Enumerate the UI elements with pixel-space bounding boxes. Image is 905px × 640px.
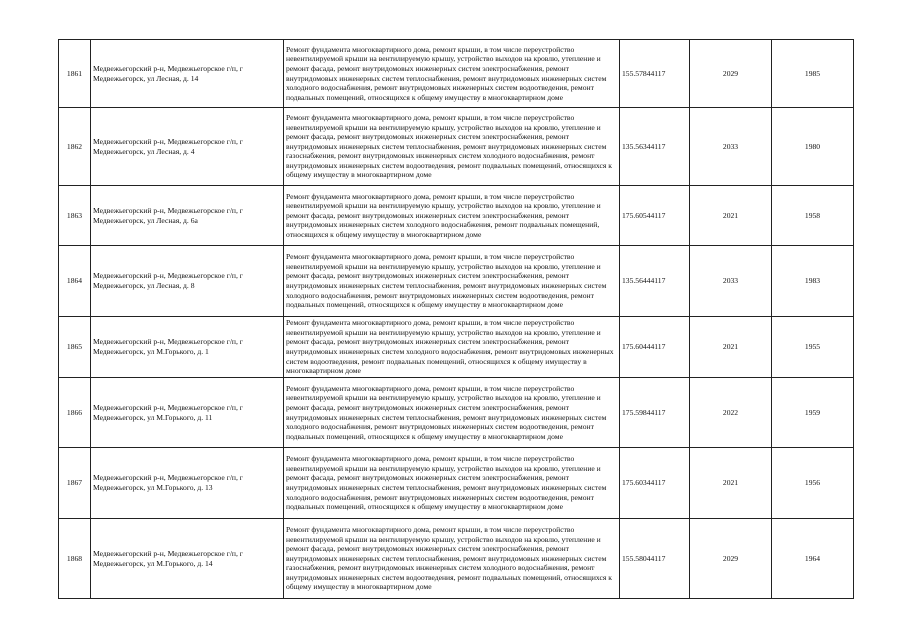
address-cell: Медвежьегорский р-н, Медвежьегорское г/п, г Медвежьегорск, ул М.Горького, д. 1 (91, 317, 284, 378)
plan-year-cell: 2021 (690, 186, 772, 246)
cost-cell: 135.56344117 (620, 108, 690, 186)
built-year-cell: 1956 (772, 448, 854, 519)
cost-cell: 175.59844117 (620, 378, 690, 448)
built-year-cell: 1983 (772, 246, 854, 317)
address-cell: Медвежьегорский р-н, Медвежьегорское г/п, г Медвежьегорск, ул Лесная, д. 8 (91, 246, 284, 317)
row-number: 1868 (59, 519, 91, 599)
address-cell: Медвежьегорский р-н, Медвежьегорское г/п, г Медвежьегорск, ул Лесная, д. 6а (91, 186, 284, 246)
built-year-cell: 1955 (772, 317, 854, 378)
cost-cell: 155.58044117 (620, 519, 690, 599)
built-year-cell: 1985 (772, 40, 854, 108)
row-number: 1867 (59, 448, 91, 519)
table-row (59, 246, 854, 317)
table-row (59, 40, 854, 108)
built-year-cell: 1964 (772, 519, 854, 599)
plan-year-cell: 2029 (690, 40, 772, 108)
plan-year-cell: 2021 (690, 448, 772, 519)
row-number: 1864 (59, 246, 91, 317)
address-cell: Медвежьегорский р-н, Медвежьегорское г/п, г Медвежьегорск, ул М.Горького, д. 13 (91, 448, 284, 519)
row-number: 1866 (59, 378, 91, 448)
works-cell: Ремонт фундамента многоквартирного дома, ремонт крыши, в том числе переустройство невентилируемой крыши на вентилируемую крышу, устройство выходов на кровлю, утепление и ремонт фасада, ремонт внутридомовых инженерных систем электроснабжения, ремонт внутридомовых инженерных систем холодного водоснабжения, ремонт внутридомовых инженерных систем водоотведения, ремонт подвальных помещений, относящихся к общему имуществу в многоквартирном доме (284, 317, 620, 378)
built-year-cell: 1958 (772, 186, 854, 246)
works-cell: Ремонт фундамента многоквартирного дома, ремонт крыши, в том числе переустройство невентилируемой крыши на вентилируемую крышу, устройство выходов на кровлю, утепление и ремонт фасада, ремонт внутридомовых инженерных систем электроснабжения, ремонт внутридомовых инженерных систем теплоснабжения, ремонт внутридомовых инженерных систем холодного водоснабжения, ремонт внутридомовых инженерных систем водоотведения, ремонт подвальных помещений, относящихся к общему имуществу в многоквартирном доме (284, 448, 620, 519)
capital-repair-table (58, 39, 854, 599)
cost-cell: 175.60344117 (620, 448, 690, 519)
works-cell: Ремонт фундамента многоквартирного дома, ремонт крыши, в том числе переустройство невентилируемой крыши на вентилируемую крышу, устройство выходов на кровлю, утепление и ремонт фасада, ремонт внутридомовых инженерных систем электроснабжения, ремонт внутридомовых инженерных систем теплоснабжения, ремонт внутридомовых инженерных систем газоснабжения, ремонт внутридомовых инженерных систем холодного водоснабжения, ремонт внутридомовых инженерных систем водоотведения, ремонт подвальных помещений, относящихся к общему имуществу в многоквартирном доме (284, 519, 620, 599)
works-cell: Ремонт фундамента многоквартирного дома, ремонт крыши, в том числе переустройство невентилируемой крыши на вентилируемую крышу, устройство выходов на кровлю, утепление и ремонт фасада, ремонт внутридомовых инженерных систем электроснабжения, ремонт внутридомовых инженерных систем теплоснабжения, ремонт внутридомовых инженерных систем холодного водоснабжения, ремонт внутридомовых инженерных систем водоотведения, ремонт подвальных помещений, относящихся к общему имуществу в многоквартирном доме (284, 378, 620, 448)
address-cell: Медвежьегорский р-н, Медвежьегорское г/п, г Медвежьегорск, ул М.Горького, д. 11 (91, 378, 284, 448)
address-cell: Медвежьегорский р-н, Медвежьегорское г/п, г Медвежьегорск, ул М.Горького, д. 14 (91, 519, 284, 599)
table-row (59, 317, 854, 378)
plan-year-cell: 2033 (690, 246, 772, 317)
cost-cell: 175.60544117 (620, 186, 690, 246)
works-cell: Ремонт фундамента многоквартирного дома, ремонт крыши, в том числе переустройство невентилируемой крыши на вентилируемую крышу, устройство выходов на кровлю, утепление и ремонт фасада, ремонт внутридомовых инженерных систем электроснабжения, ремонт внутридомовых инженерных систем теплоснабжения, ремонт внутридомовых инженерных систем холодного водоснабжения, ремонт внутридомовых инженерных систем водоотведения, ремонт подвальных помещений, относящихся к общему имуществу в многоквартирном доме (284, 40, 620, 108)
row-number: 1862 (59, 108, 91, 186)
row-number: 1865 (59, 317, 91, 378)
plan-year-cell: 2033 (690, 108, 772, 186)
address-cell: Медвежьегорский р-н, Медвежьегорское г/п, г Медвежьегорск, ул Лесная, д. 14 (91, 40, 284, 108)
cost-cell: 135.56444117 (620, 246, 690, 317)
plan-year-cell: 2022 (690, 378, 772, 448)
table-row (59, 519, 854, 599)
plan-year-cell: 2029 (690, 519, 772, 599)
table-row (59, 108, 854, 186)
table-row (59, 448, 854, 519)
row-number: 1861 (59, 40, 91, 108)
built-year-cell: 1959 (772, 378, 854, 448)
table-row (59, 378, 854, 448)
works-cell: Ремонт фундамента многоквартирного дома, ремонт крыши, в том числе переустройство невентилируемой крыши на вентилируемую крышу, устройство выходов на кровлю, утепление и ремонт фасада, ремонт внутридомовых инженерных систем электроснабжения, ремонт внутридомовых инженерных систем теплоснабжения, ремонт внутридомовых инженерных систем холодного водоснабжения, ремонт внутридомовых инженерных систем водоотведения, ремонт подвальных помещений, относящихся к общему имуществу в многоквартирном доме (284, 246, 620, 317)
works-cell: Ремонт фундамента многоквартирного дома, ремонт крыши, в том числе переустройство невентилируемой крыши на вентилируемую крышу, устройство выходов на кровлю, утепление и ремонт фасада, ремонт внутридомовых инженерных систем электроснабжения, ремонт внутридомовых инженерных систем холодного водоснабжения, ремонт подвальных помещений, относящихся к общему имуществу в многоквартирном доме (284, 186, 620, 246)
address-cell: Медвежьегорский р-н, Медвежьегорское г/п, г Медвежьегорск, ул Лесная, д. 4 (91, 108, 284, 186)
plan-year-cell: 2021 (690, 317, 772, 378)
built-year-cell: 1980 (772, 108, 854, 186)
cost-cell: 175.60444117 (620, 317, 690, 378)
cost-cell: 155.57844117 (620, 40, 690, 108)
works-cell: Ремонт фундамента многоквартирного дома, ремонт крыши, в том числе переустройство невентилируемой крыши на вентилируемую крышу, устройство выходов на кровлю, утепление и ремонт фасада, ремонт внутридомовых инженерных систем электроснабжения, ремонт внутридомовых инженерных систем теплоснабжения, ремонт внутридомовых инженерных систем газоснабжения, ремонт внутридомовых инженерных систем холодного водоснабжения, ремонт внутридомовых инженерных систем водоотведения, ремонт подвальных помещений, относящихся к общему имуществу в многоквартирном доме (284, 108, 620, 186)
row-number: 1863 (59, 186, 91, 246)
table-row (59, 186, 854, 246)
